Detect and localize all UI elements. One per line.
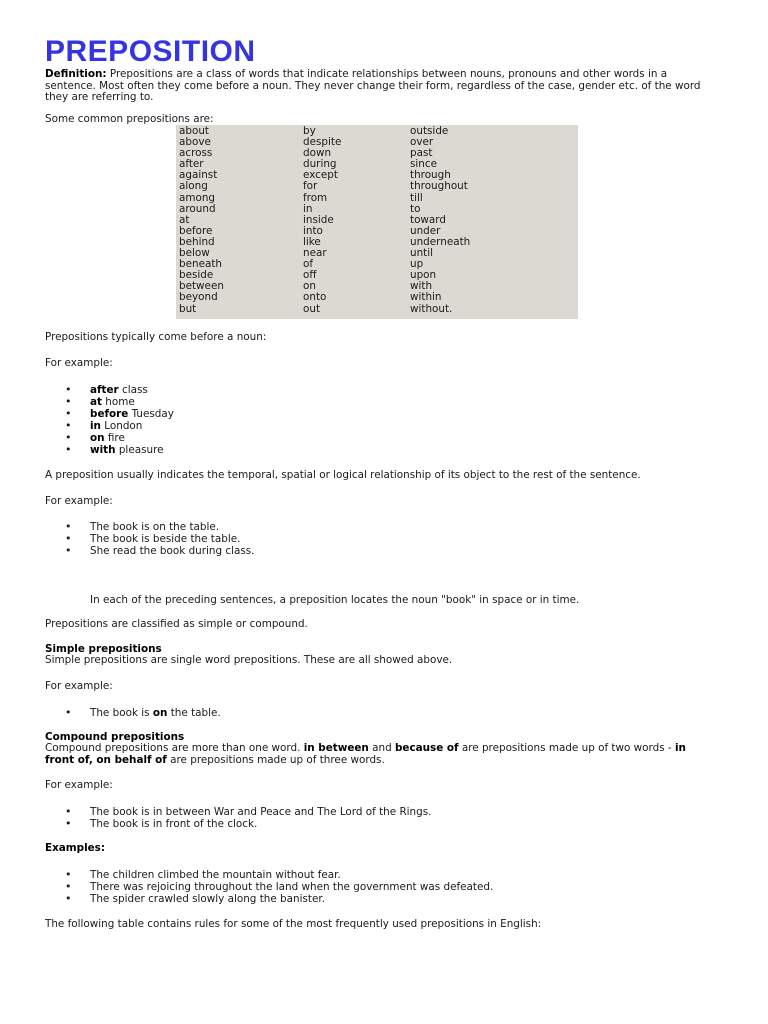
preposition-cell: out bbox=[303, 302, 321, 315]
preposition-cell: in bbox=[303, 202, 313, 215]
preposition-cell: between bbox=[179, 280, 224, 293]
preposition-cell: except bbox=[303, 169, 338, 182]
preposition-cell: within bbox=[410, 291, 442, 304]
preposition-cell: on bbox=[303, 280, 316, 293]
preposition-cell: outside bbox=[410, 125, 449, 137]
list-item: • The book is on the table. bbox=[45, 521, 254, 533]
preposition-cell: before bbox=[179, 224, 213, 237]
example-phrase-list bbox=[45, 384, 174, 456]
preposition-cell: during bbox=[303, 158, 337, 171]
preposition-cell: upon bbox=[410, 269, 437, 282]
definition-label: Definition: bbox=[45, 68, 107, 80]
list-item: • The children climbed the mountain without fear. bbox=[45, 869, 493, 881]
list-item: • The spider crawled slowly along the banister. bbox=[45, 893, 493, 905]
list-item: • The book is in front of the clock. bbox=[45, 818, 431, 830]
list-item: • with pleasure bbox=[45, 444, 174, 456]
examples-list bbox=[45, 869, 493, 905]
preposition-cell: since bbox=[410, 158, 437, 171]
preposition-cell: throughout bbox=[410, 180, 468, 193]
preposition-cell: about bbox=[179, 125, 209, 137]
classified-text: Prepositions are classified as simple or compound. bbox=[45, 618, 308, 630]
locates-text: In each of the preceding sentences, a preposition locates the noun "book" in space or in time. bbox=[90, 594, 580, 606]
preposition-cell: for bbox=[303, 180, 318, 193]
prepositions-column-1 bbox=[179, 126, 224, 315]
preposition-cell: like bbox=[303, 235, 321, 248]
page-title: PREPOSITION bbox=[45, 35, 256, 68]
preposition-cell: underneath bbox=[410, 235, 471, 248]
preposition-cell: over bbox=[410, 136, 434, 149]
preposition-cell: with bbox=[410, 280, 433, 293]
preposition-cell: till bbox=[410, 191, 423, 204]
prepositions-table bbox=[176, 125, 578, 319]
preposition-cell: behind bbox=[179, 235, 215, 248]
preposition-cell: below bbox=[179, 247, 210, 260]
preposition-cell: near bbox=[303, 247, 327, 260]
preposition-cell: among bbox=[179, 191, 216, 204]
preposition-cell: until bbox=[410, 247, 434, 260]
compound-text: Compound prepositions are more than one word. in between and because of are prepositions made up of two words - in front of, on behalf of are prepositions made up of three words. bbox=[45, 742, 686, 766]
preposition-cell: across bbox=[179, 147, 213, 160]
preposition-cell: against bbox=[179, 169, 218, 182]
preposition-cell: after bbox=[179, 158, 204, 171]
for-example-label: For example: bbox=[45, 495, 113, 507]
prepositions-column-2 bbox=[303, 126, 341, 315]
list-item: • There was rejoicing throughout the land when the government was defeated. bbox=[45, 881, 493, 893]
compound-heading: Compound prepositions bbox=[45, 731, 185, 743]
preposition-cell: around bbox=[179, 202, 216, 215]
compound-example-list bbox=[45, 806, 431, 830]
preposition-cell: at bbox=[179, 213, 190, 226]
preposition-cell: under bbox=[410, 224, 441, 237]
prepositions-column-3 bbox=[410, 126, 470, 315]
preposition-cell: inside bbox=[303, 213, 334, 226]
preposition-cell: from bbox=[303, 191, 328, 204]
simple-example-list bbox=[45, 707, 221, 719]
preposition-cell: along bbox=[179, 180, 208, 193]
definition-paragraph bbox=[45, 69, 710, 104]
for-example-label: For example: bbox=[45, 357, 113, 369]
before-noun-text: Prepositions typically come before a noun: bbox=[45, 331, 267, 343]
preposition-cell: up bbox=[410, 258, 424, 271]
examples-heading: Examples: bbox=[45, 842, 106, 854]
simple-heading: Simple prepositions bbox=[45, 643, 162, 655]
preposition-cell: to bbox=[410, 202, 421, 215]
preposition-cell: into bbox=[303, 224, 323, 237]
preposition-cell: toward bbox=[410, 213, 446, 226]
preposition-cell: above bbox=[179, 136, 211, 149]
preposition-cell: beside bbox=[179, 269, 214, 282]
list-item: • The book is in between War and Peace and The Lord of the Rings. bbox=[45, 806, 431, 818]
preposition-cell: down bbox=[303, 147, 332, 160]
list-item: • The book is beside the table. bbox=[45, 533, 254, 545]
for-example-label: For example: bbox=[45, 779, 113, 791]
table-intro-text: The following table contains rules for some of the most frequently used prepositions in English: bbox=[45, 918, 542, 930]
list-item: • at home bbox=[45, 396, 174, 408]
list-item: • She read the book during class. bbox=[45, 545, 254, 557]
preposition-cell: beneath bbox=[179, 258, 222, 271]
common-intro: Some common prepositions are: bbox=[45, 113, 214, 125]
preposition-cell: without. bbox=[410, 302, 453, 315]
simple-text: Simple prepositions are single word prepositions. These are all showed above. bbox=[45, 654, 453, 666]
preposition-cell: off bbox=[303, 269, 317, 282]
list-item: • in London bbox=[45, 420, 174, 432]
list-item: • after class bbox=[45, 384, 174, 396]
list-item: • The book is on the table. bbox=[45, 707, 221, 719]
relationship-text: A preposition usually indicates the temporal, spatial or logical relationship of its object to the rest of the sentence. bbox=[45, 469, 641, 481]
preposition-cell: through bbox=[410, 169, 451, 182]
preposition-cell: onto bbox=[303, 291, 327, 304]
preposition-cell: despite bbox=[303, 136, 342, 149]
preposition-cell: by bbox=[303, 125, 316, 137]
for-example-label: For example: bbox=[45, 680, 113, 692]
definition-text: Prepositions are a class of words that indicate relationships between nouns, pronouns and other words in a sentence. Most often they come before a noun. They never change their form, regardless of the case, gender etc. of the word they are referring to. bbox=[45, 68, 701, 103]
preposition-cell: beyond bbox=[179, 291, 218, 304]
preposition-cell: but bbox=[179, 302, 197, 315]
list-item: • before Tuesday bbox=[45, 408, 174, 420]
preposition-cell: past bbox=[410, 147, 433, 160]
preposition-cell: of bbox=[303, 258, 314, 271]
list-item: • on fire bbox=[45, 432, 174, 444]
book-sentence-list bbox=[45, 521, 254, 557]
